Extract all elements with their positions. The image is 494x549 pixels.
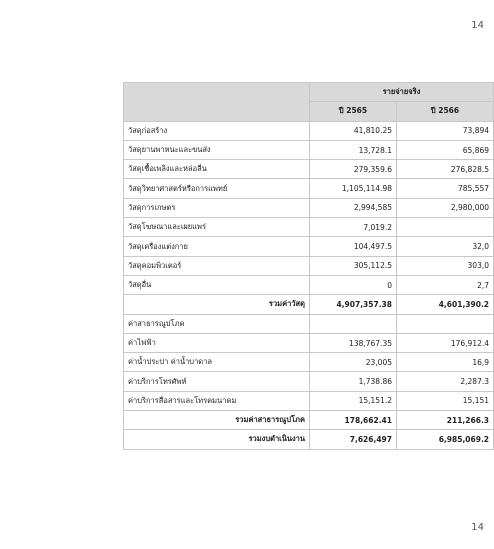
- row-label: วัสดุเครื่องแต่งกาย: [124, 237, 310, 256]
- header-year-2566: ปี 2566: [397, 102, 494, 121]
- table-row: [124, 353, 494, 372]
- value-2565: 2,994,585: [310, 198, 397, 217]
- group-row-utilities: [124, 314, 494, 333]
- total-2566: 211,266.3: [397, 411, 494, 430]
- value-2565: 1,738.86: [310, 372, 397, 391]
- row-label: วัสดุก่อสร้าง: [124, 121, 310, 140]
- value-2566: 2,980,000: [397, 198, 494, 217]
- utilities-total-row: [124, 411, 494, 430]
- expense-table: [123, 82, 494, 450]
- header-year-2565: ปี 2565: [310, 102, 397, 121]
- row-label: วัสดุคอมพิวเตอร์: [124, 256, 310, 275]
- total-label: รวมค่าวัสดุ: [124, 295, 310, 314]
- header-blank-cell: [124, 83, 310, 122]
- total-label: รวมงบดำเนินงาน: [124, 430, 310, 449]
- value-2566: 15,151: [397, 391, 494, 410]
- total-2566: 6,985,069.2: [397, 430, 494, 449]
- group-label: ค่าสาธารณูปโภค: [124, 314, 310, 333]
- value-2566: 73,894: [397, 121, 494, 140]
- row-label: ค่าบริการโทรศัพท์: [124, 372, 310, 391]
- total-2565: 178,662.41: [310, 411, 397, 430]
- page-number-bottom: 14: [471, 522, 484, 533]
- value-2566: [397, 218, 494, 237]
- table-row: [124, 237, 494, 256]
- total-2566: 4,601,390.2: [397, 295, 494, 314]
- table-row: [124, 372, 494, 391]
- total-2565: 4,907,357.38: [310, 295, 397, 314]
- row-label: วัสดุวิทยาศาสตร์หรือการแพทย์: [124, 179, 310, 198]
- value-2565: 13,728.1: [310, 140, 397, 159]
- value-2565: 279,359.6: [310, 160, 397, 179]
- table-row: [124, 179, 494, 198]
- row-label: วัสดุยานพาหนะและขนส่ง: [124, 140, 310, 159]
- table-row: [124, 121, 494, 140]
- page-number-top: 14: [471, 20, 484, 31]
- row-label: ค่าบริการสื่อสารและโทรคมนาคม: [124, 391, 310, 410]
- row-label: วัสดุการเกษตร: [124, 198, 310, 217]
- value-2565: 1,105,114.98: [310, 179, 397, 198]
- value-2566: 16,9: [397, 353, 494, 372]
- row-label: ค่าน้ำประปา ค่าน้ำบาดาล: [124, 353, 310, 372]
- row-label: ค่าไฟฟ้า: [124, 333, 310, 352]
- row-label: วัสดุโฆษณาและเผยแพร่: [124, 218, 310, 237]
- value-2566: 65,869: [397, 140, 494, 159]
- value-2565: 305,112.5: [310, 256, 397, 275]
- value-2565: 104,497.5: [310, 237, 397, 256]
- total-label: รวมค่าสาธารณูปโภค: [124, 411, 310, 430]
- table-row: [124, 391, 494, 410]
- table-row: [124, 333, 494, 352]
- table-row: [124, 160, 494, 179]
- value-2565: 138,767.35: [310, 333, 397, 352]
- value-2566: 32,0: [397, 237, 494, 256]
- operating-total-row: [124, 430, 494, 449]
- value-2565: 7,019.2: [310, 218, 397, 237]
- value-2566: 2,7: [397, 275, 494, 294]
- value-2566: 176,912.4: [397, 333, 494, 352]
- materials-total-row: [124, 295, 494, 314]
- value-2565: 23,005: [310, 353, 397, 372]
- value-2566: 276,828.5: [397, 160, 494, 179]
- row-label: วัสดุอื่น: [124, 275, 310, 294]
- row-label: วัสดุเชื้อเพลิงและหล่อลื่น: [124, 160, 310, 179]
- value-2565: 41,810.25: [310, 121, 397, 140]
- value-2565: 0: [310, 275, 397, 294]
- value-2566: 303,0: [397, 256, 494, 275]
- empty-cell: [397, 314, 494, 333]
- table-row: [124, 256, 494, 275]
- value-2566: 785,557: [397, 179, 494, 198]
- value-2565: 15,151.2: [310, 391, 397, 410]
- header-row-group: [124, 83, 494, 102]
- empty-cell: [310, 314, 397, 333]
- total-2565: 7,626,497: [310, 430, 397, 449]
- table-row: [124, 198, 494, 217]
- value-2566: 2,287.3: [397, 372, 494, 391]
- header-actual-expense: รายจ่ายจริง: [310, 83, 494, 102]
- table-row: [124, 218, 494, 237]
- table-row: [124, 140, 494, 159]
- table-row: [124, 275, 494, 294]
